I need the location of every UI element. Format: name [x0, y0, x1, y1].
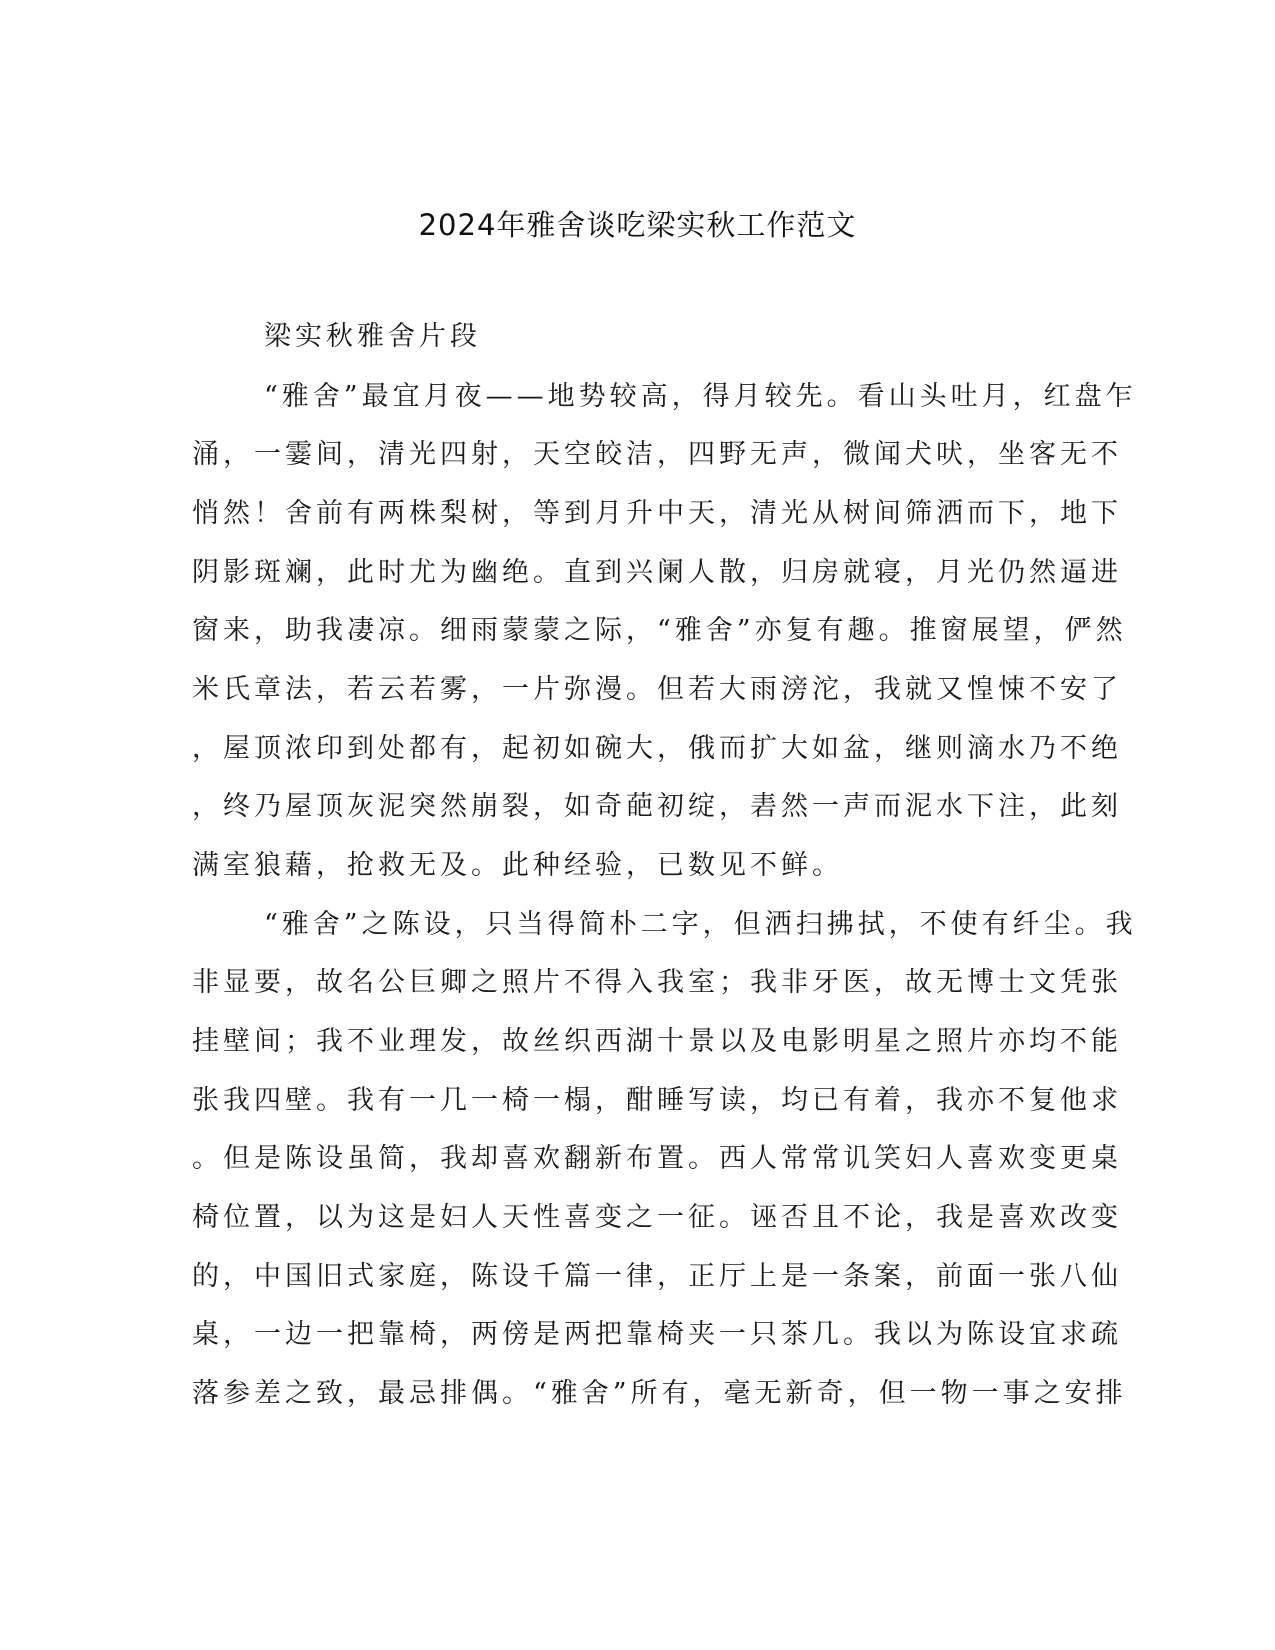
paragraph-2-line-2: 非显要，故名公巨卿之照片不得入我室；我非牙医，故无博士文凭张	[192, 967, 1122, 998]
paragraph-1-line-2: 涌，一霎间，清光四射，天空皎洁，四野无声，微闻犬吠，坐客无不	[192, 439, 1122, 470]
paragraph-1-line-7: ，屋顶浓印到处都有，起初如碗大，俄而扩大如盆，继则滴水乃不绝	[192, 733, 1122, 764]
paragraph-1-line-1: “雅舍”最宜月夜——地势较高，得月较先。看山头吐月，红盘乍	[264, 381, 1137, 412]
paragraph-2-line-6: 椅位置，以为这是妇人天性喜变之一征。诬否且不论，我是喜欢改变	[192, 1202, 1122, 1233]
paragraph-2-line-9: 落参差之致，最忌排偶。“雅舍”所有，毫无新奇，但一物一事之安排	[192, 1378, 1127, 1409]
paragraph-2-line-3: 挂壁间；我不业理发，故丝织西湖十景以及电影明星之照片亦均不能	[192, 1026, 1122, 1057]
paragraph-1-line-5: 窗来，助我凄凉。细雨蒙蒙之际，“雅舍”亦复有趣。推窗展望，俨然	[192, 615, 1127, 646]
paragraph-2-line-7: 的，中国旧式家庭，陈设千篇一律，正厅上是一条案，前面一张八仙	[192, 1261, 1122, 1292]
section-heading: 梁实秋雅舍片段	[264, 321, 481, 352]
paragraph-1-line-8: ，终乃屋顶灰泥突然崩裂，如奇葩初绽，砉然一声而泥水下注，此刻	[192, 791, 1122, 822]
paragraph-1-line-4: 阴影斑斓，此时尤为幽绝。直到兴阑人散，归房就寝，月光仍然逼进	[192, 557, 1122, 588]
paragraph-1-line-6: 米氏章法，若云若雾，一片弥漫。但若大雨滂沱，我就又惶悚不安了	[192, 674, 1122, 705]
paragraph-2-line-4: 张我四壁。我有一几一椅一榻，酣睡写读，均已有着，我亦不复他求	[192, 1085, 1122, 1116]
paragraph-2-line-1: “雅舍”之陈设，只当得简朴二字，但洒扫拂拭，不使有纤尘。我	[264, 909, 1137, 940]
paragraph-1-line-3: 悄然！舍前有两株梨树，等到月升中天，清光从树间筛洒而下，地下	[192, 498, 1122, 529]
page-title: 2024年雅舍谈吃梁实秋工作范文	[418, 208, 857, 242]
paragraph-2-line-8: 桌，一边一把靠椅，两傍是两把靠椅夹一只茶几。我以为陈设宜求疏	[192, 1319, 1122, 1350]
paragraph-2-line-5: 。但是陈设虽简，我却喜欢翻新布置。西人常常讥笑妇人喜欢变更桌	[192, 1143, 1122, 1174]
paragraph-1-line-9: 满室狼藉，抢救无及。此种经验，已数见不鲜。	[192, 850, 843, 881]
